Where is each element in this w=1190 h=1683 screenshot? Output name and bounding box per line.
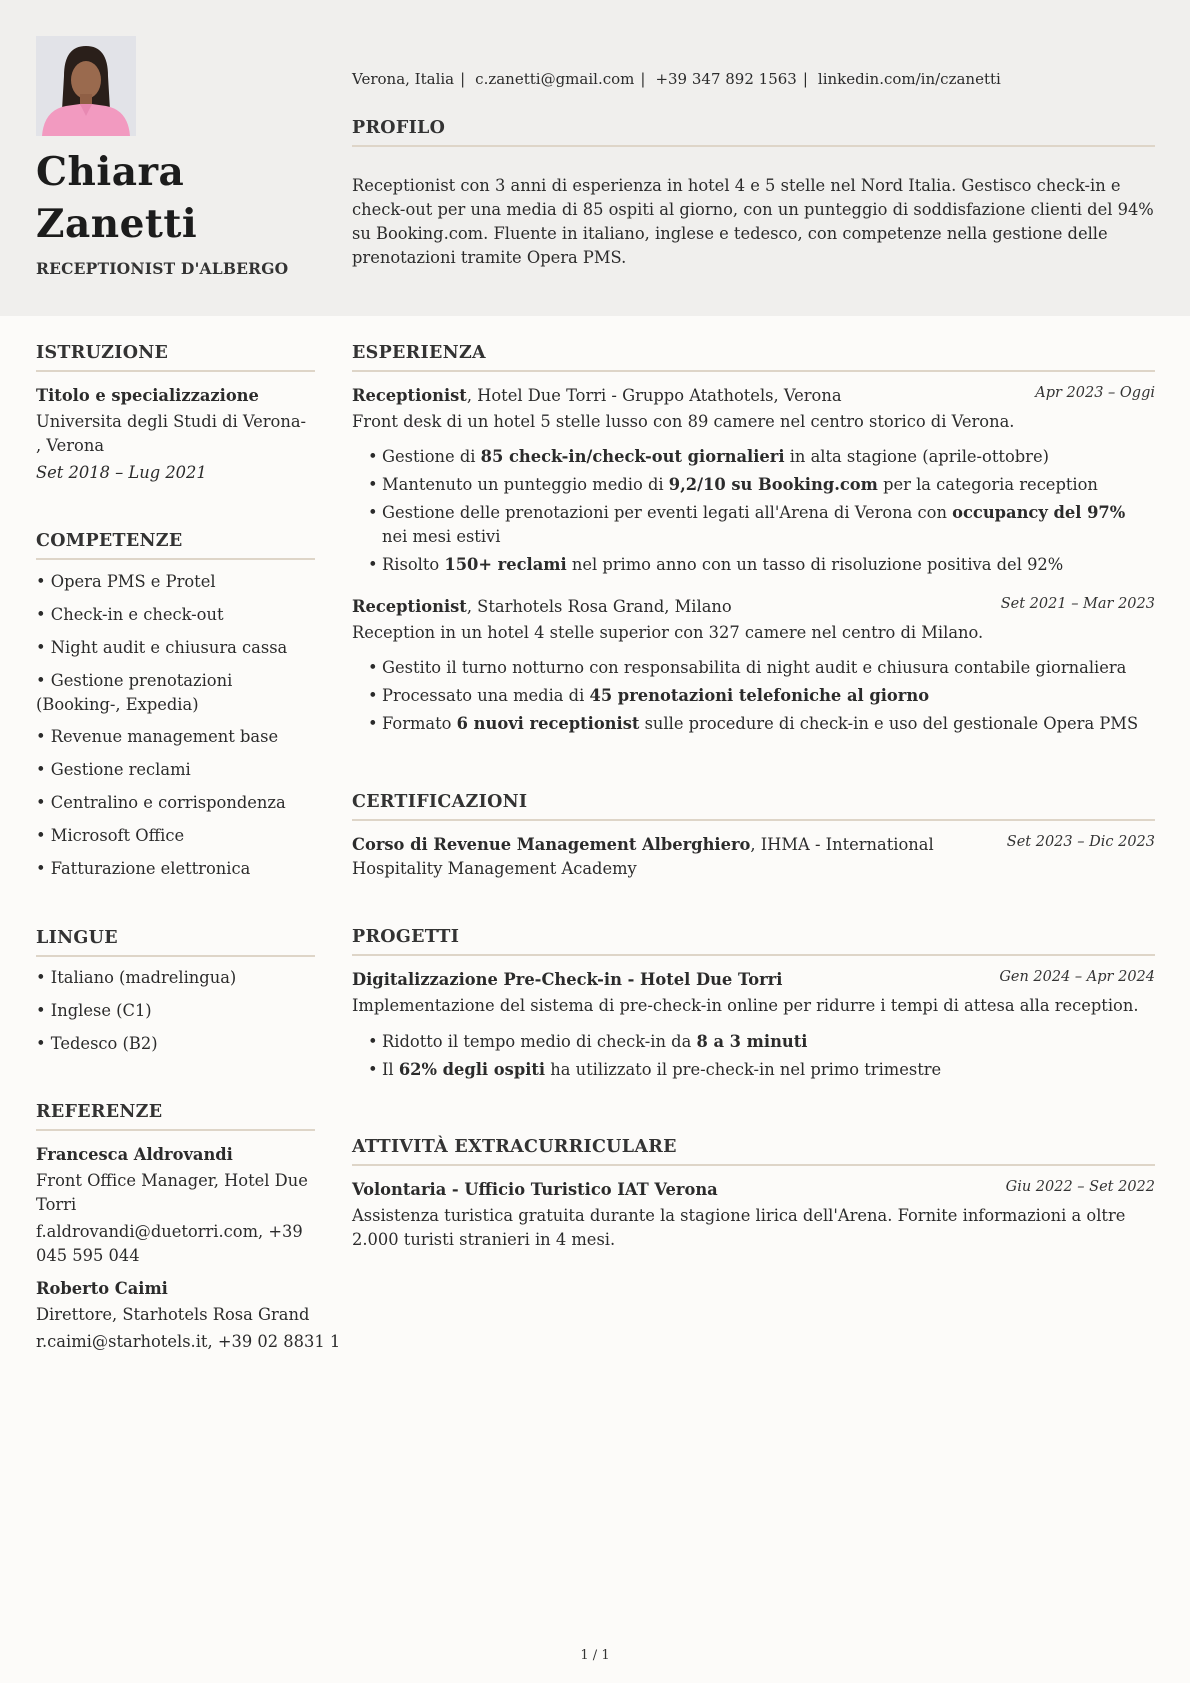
name-first: Chiara: [36, 149, 185, 195]
extracurricular-title: ATTIVITÀ EXTRACURRICULARE: [352, 1137, 1155, 1166]
education-dates: Set 2018 – Lug 2021: [36, 463, 207, 482]
education-degree: Titolo e specializzazione: [36, 386, 259, 405]
job-bullet: • Formato 6 nuovi receptionist sulle procedure di check-in e uso del gestionale Opera PMS: [352, 712, 1155, 736]
skill-item: • Gestione prenotazioni (Booking-, Expedia): [36, 671, 233, 714]
profile-text: Receptionist con 3 anni di esperienza in hotel 4 e 5 stelle nel Nord Italia. Gestisco check-in e check-out per una media di 85 ospiti al giorno, con un punteggio di soddisfazione clienti del 94% su Booking.com. Fluente in italiano, inglese e tedesco, con competenze nella gestione delle prenotazioni tramite Opera PMS.: [352, 176, 1154, 267]
job-summary: Reception in un hotel 4 stelle superior con 327 camere nel centro di Milano.: [352, 623, 984, 642]
contact-separator: |: [460, 70, 466, 88]
extracurricular-text: Assistenza turistica gratuita durante la stagione lirica dell'Arena. Fornite informazioni a oltre 2.000 turisti stranieri in 4 mesi.: [352, 1206, 1126, 1249]
profile-title: PROFILO: [352, 118, 1155, 147]
references-title: REFERENZE: [36, 1102, 315, 1131]
contact-location: Verona, Italia: [352, 70, 455, 88]
skill-item: • Gestione reclami: [36, 760, 191, 779]
certification-name: Corso di Revenue Management Alberghiero: [352, 835, 751, 854]
job-role: Receptionist: [352, 597, 467, 616]
languages-title: LINGUE: [36, 928, 315, 957]
page-number: 1 / 1: [580, 1648, 610, 1663]
language-item: • Italiano (madrelingua): [36, 968, 237, 987]
job-dates: Set 2021 – Mar 2023: [1000, 596, 1155, 612]
contact-line: [352, 70, 1001, 88]
language-item: • Tedesco (B2): [36, 1034, 158, 1053]
job-company: , Hotel Due Torri - Gruppo Atathotels, Verona: [466, 386, 842, 405]
skill-item: • Revenue management base: [36, 727, 279, 746]
project-bullets: [352, 1030, 1155, 1086]
job-heading: [352, 384, 992, 408]
project-dates: Gen 2024 – Apr 2024: [999, 969, 1155, 985]
contact-phone[interactable]: +39 347 892 1563: [655, 70, 797, 88]
job-bullets: [352, 656, 1155, 740]
reference-contact[interactable]: f.aldrovandi@duetorri.com, +39 045 595 044: [36, 1222, 303, 1265]
skill-item: • Centralino e corrispondenza: [36, 793, 286, 812]
job-dates: Apr 2023 – Oggi: [1035, 385, 1155, 401]
project-summary: Implementazione del sistema di pre-check-in online per ridurre i tempi di attesa alla reception.: [352, 996, 1139, 1015]
reference-contact[interactable]: r.caimi@starhotels.it, +39 02 8831 1: [36, 1332, 341, 1351]
skill-item: • Opera PMS e Protel: [36, 572, 216, 591]
certifications-title: CERTIFICAZIONI: [352, 792, 1155, 821]
skill-item: • Night audit e chiusura cassa: [36, 638, 288, 657]
extracurricular-dates: Giu 2022 – Set 2022: [1005, 1179, 1155, 1195]
job-title: RECEPTIONIST D'ALBERGO: [36, 259, 289, 278]
certification-entry: [352, 833, 1012, 881]
job-bullet: • Gestito il turno notturno con responsabilita di night audit e chiusura contabile giornaliera: [352, 656, 1155, 680]
job-company: , Starhotels Rosa Grand, Milano: [466, 597, 732, 616]
language-item: • Inglese (C1): [36, 1001, 152, 1020]
contact-separator: |: [802, 70, 808, 88]
job-bullet: • Mantenuto un punteggio medio di 9,2/10 su Booking.com per la categoria reception: [352, 473, 1155, 497]
candidate-name: [36, 146, 326, 250]
profile-photo: [36, 36, 136, 136]
job-heading: [352, 595, 992, 619]
contact-linkedin[interactable]: linkedin.com/in/czanetti: [817, 70, 1001, 88]
skill-item: • Fatturazione elettronica: [36, 859, 251, 878]
project-name: Digitalizzazione Pre-Check-in - Hotel Due Torri: [352, 970, 783, 989]
job-bullet: • Processato una media di 45 prenotazioni telefoniche al giorno: [352, 684, 1155, 708]
reference-name: Roberto Caimi: [36, 1279, 168, 1298]
skill-item: • Check-in e check-out: [36, 605, 224, 624]
name-last: Zanetti: [36, 201, 198, 247]
reference-name: Francesca Aldrovandi: [36, 1145, 233, 1164]
contact-email[interactable]: c.zanetti@gmail.com: [475, 70, 635, 88]
skill-item: • Microsoft Office: [36, 826, 185, 845]
extracurricular-name: Volontaria - Ufficio Turistico IAT Verona: [352, 1180, 718, 1199]
reference-role: Direttore, Starhotels Rosa Grand: [36, 1305, 310, 1324]
job-bullet: • Gestione di 85 check-in/check-out giornalieri in alta stagione (aprile-ottobre): [352, 445, 1155, 469]
certification-dates: Set 2023 – Dic 2023: [1006, 834, 1155, 850]
job-summary: Front desk di un hotel 5 stelle lusso con 89 camere nel centro storico di Verona.: [352, 412, 1015, 431]
contact-separator: |: [640, 70, 646, 88]
education-school: Universita degli Studi di Verona- , Verona: [36, 412, 307, 455]
job-bullet: • Risolto 150+ reclami nel primo anno con un tasso di risoluzione positiva del 92%: [352, 553, 1155, 577]
job-bullet: • Gestione delle prenotazioni per eventi legati all'Arena di Verona con occupancy del 97% nei mesi estivi: [352, 501, 1155, 549]
certification-issuer: , IHMA - International Hospitality Management Academy: [352, 835, 934, 878]
project-bullet: • Ridotto il tempo medio di check-in da 8 a 3 minuti: [352, 1030, 1155, 1054]
avatar-portrait: [36, 36, 136, 136]
job-bullets: [352, 445, 1155, 581]
reference-role: Front Office Manager, Hotel Due Torri: [36, 1171, 308, 1214]
education-title: ISTRUZIONE: [36, 343, 315, 372]
project-bullet: • Il 62% degli ospiti ha utilizzato il pre-check-in nel primo trimestre: [352, 1058, 1155, 1082]
experience-title: ESPERIENZA: [352, 343, 1155, 372]
job-role: Receptionist: [352, 386, 467, 405]
skills-title: COMPETENZE: [36, 531, 315, 560]
projects-title: PROGETTI: [352, 927, 1155, 956]
